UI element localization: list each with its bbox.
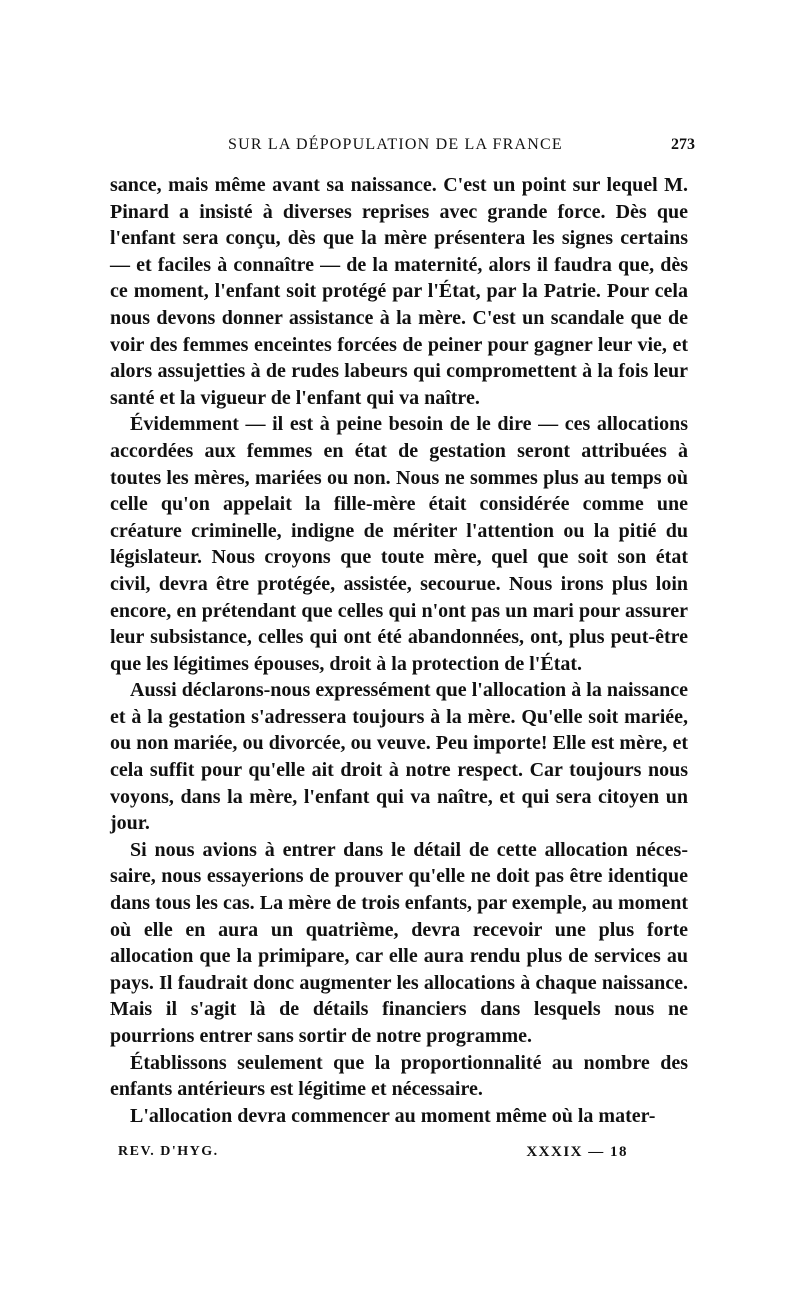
body-text bbox=[110, 172, 688, 1129]
paragraph-1: sance, mais même avant sa naissance. C'est un point sur lequel M. Pinard a insisté à diverses reprises avec grande force. Dès que l'enfant sera conçu, dès que la mère présentera les signes certains — et faciles à connaître — de la maternité, alors il faudra que, dès ce moment, l'enfant soit protégé par l'État, par la Patrie. Pour cela nous devons donner assistance à la mère. C'est un scandale que de voir des femmes enceintes forcées de peiner pour gagner leur vie, et alors assujetties à de rudes labeurs qui compromettent à la fois leur santé et la vigueur de l'enfant qui va naître. bbox=[110, 174, 688, 409]
paragraph-6: L'allocation devra commencer au moment même où la mater- bbox=[130, 1104, 656, 1127]
footer-signature-line bbox=[118, 1144, 628, 1168]
paragraph-5: Établissons seulement que la proportionnalité au nombre des enfants antérieurs est légitime et nécessaire. bbox=[110, 1051, 688, 1101]
page-number: 273 bbox=[671, 136, 695, 153]
running-title: SUR LA DÉPOPULATION DE LA FRANCE bbox=[228, 136, 563, 153]
running-head bbox=[110, 136, 695, 160]
paragraph-3: Aussi déclarons-nous expressément que l'allocation à la naissance et à la gestation s'adressera toujours à la mère. Qu'elle soit mariée, ou non mariée, ou divorcée, ou veuve. Peu importe! Elle est mère, et cela suffit pour qu'elle ait droit à notre respect. Car toujours nous voyons, dans la mère, l'enfant qui va naître, et qui sera citoyen un jour. bbox=[110, 679, 688, 835]
signature-mark: XXXIX — 18 bbox=[526, 1144, 628, 1160]
paragraph-4: Si nous avions à entrer dans le détail de cette allocation nécessaire, nous essayerions de prouver qu'elle ne doit pas être identique dans tous les cas. La mère de trois enfants, par exemple, au moment où elle en aura un quatrième, devra recevoir une plus forte allocation que la primipare, car elle aura rendu plus de services au pays. Il faudrait donc augmenter les allocations à chaque naissance. Mais il s'agit là de détails financiers dans lesquels nous ne pourrions entrer sans sortir de notre programme. bbox=[110, 838, 688, 1047]
paragraph-2: Évidemment — il est à peine besoin de le dire — ces allocations accordées aux femmes en état de gestation seront attribuées à toutes les mères, mariées ou non. Nous ne sommes plus au temps où celle qu'on appelait la fille-mère était considérée comme une créature criminelle, indigne de mériter l'attention ou la pitié du législateur. Nous croyons que toute mère, quel que soit son état civil, devra être protégée, assistée, secourue. Nous irons plus loin encore, en prétendant que celles qui n'ont pas un mari pour assurer leur subsistance, celles qui ont été abandonnées, ont, plus peut-être que les légitimes épouses, droit à la protection de l'État. bbox=[110, 413, 688, 675]
journal-abbreviation: REV. D'HYG. bbox=[118, 1144, 219, 1159]
